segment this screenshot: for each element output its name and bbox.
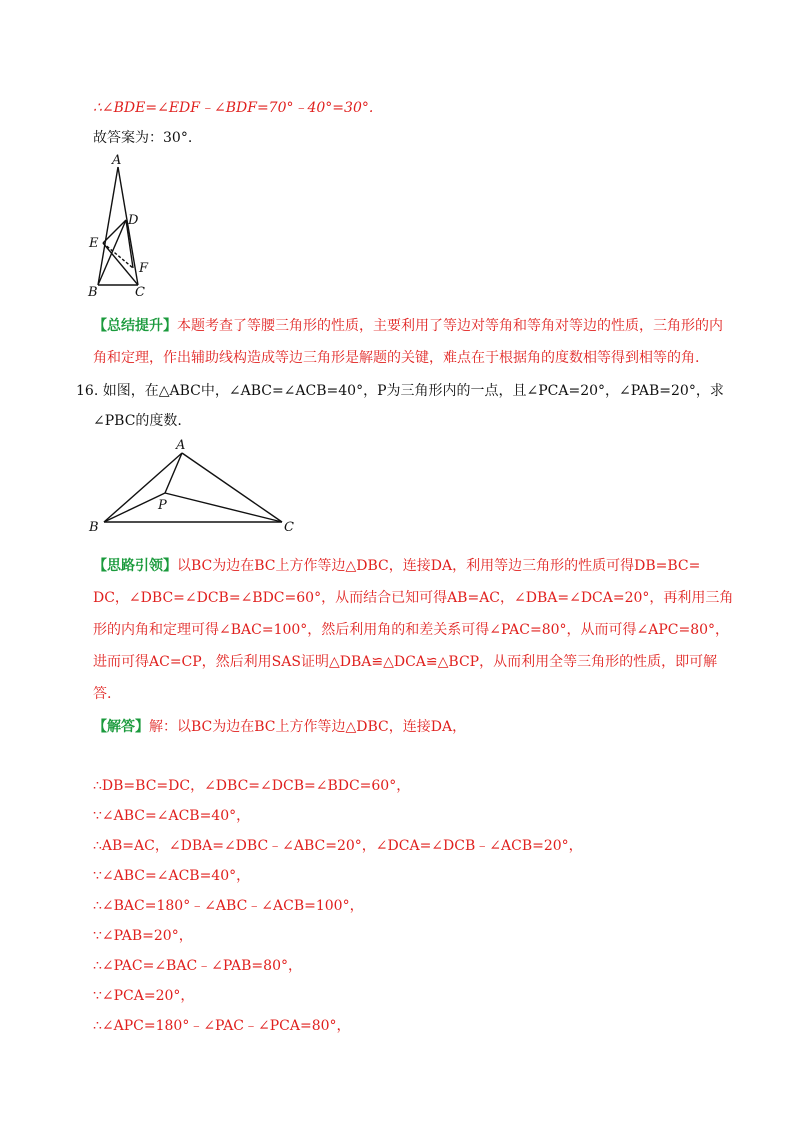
hint-line-2: DC，∠DBC=∠DCB=∠BDC=60°，从而结合已知可得AB=AC，∠DBA=∠DCA=20°，再利用三角 xyxy=(93,590,734,606)
solution-step-3: ∴AB=AC，∠DBA=∠DBC﹣∠ABC=20°，∠DCA=∠DCB﹣∠ACB=20°， xyxy=(93,838,583,854)
hint-tag: 【思路引领】 xyxy=(93,558,177,574)
summary-line-2: 角和定理，作出辅助线构造成等边三角形是解题的关键，难点在于根据角的度数相等得到相等的角. xyxy=(93,350,700,366)
solution-intro: 解：以BC为边在BC上方作等边△DBC，连接DA， xyxy=(149,719,467,735)
label-c: C xyxy=(284,520,294,535)
solution-step-6: ∵∠PAB=20°， xyxy=(93,928,193,944)
problem-text-1: 如图，在△ABC中，∠ABC=∠ACB=40°，P为三角形内的一点，且∠PCA=20°，∠PAB=20°，求 xyxy=(102,383,724,399)
label-c: C xyxy=(135,285,145,300)
hint-line-1 xyxy=(93,556,700,576)
solution-intro-line xyxy=(93,717,466,737)
solution-step-4: ∵∠ABC=∠ACB=40°， xyxy=(93,868,251,884)
figure-triangle-abc-1 xyxy=(80,150,170,300)
summary-tag: 【总结提升】 xyxy=(93,318,177,334)
solution-tag: 【解答】 xyxy=(93,719,149,735)
problem-number: 16. xyxy=(76,383,99,399)
conclusion-line: ∴∠BDE=∠EDF﹣∠BDF=70°﹣40°=30°. xyxy=(93,100,374,116)
label-b: B xyxy=(89,520,99,535)
answer-line: 故答案为：30°. xyxy=(93,130,193,146)
solution-step-8: ∵∠PCA=20°， xyxy=(93,988,195,1004)
label-e: E xyxy=(89,236,99,251)
segment-ab xyxy=(98,167,118,285)
segment-cp xyxy=(165,493,282,522)
label-b: B xyxy=(88,285,98,300)
label-a: A xyxy=(176,438,186,453)
label-a: A xyxy=(112,153,122,168)
label-f: F xyxy=(139,261,149,276)
figure-triangle-abc-2 xyxy=(85,435,300,535)
solution-step-2: ∵∠ABC=∠ACB=40°， xyxy=(93,808,251,824)
solution-step-5: ∴∠BAC=180°﹣∠ABC﹣∠ACB=100°， xyxy=(93,898,364,914)
segment-bp xyxy=(104,493,165,522)
solution-step-1: ∴DB=BC=DC，∠DBC=∠DCB=∠BDC=60°， xyxy=(93,778,411,794)
solution-step-9: ∴∠APC=180°﹣∠PAC﹣∠PCA=80°， xyxy=(93,1018,351,1034)
hint-line-5: 答. xyxy=(93,686,112,702)
hint-line-4: 进而可得AC=CP，然后利用SAS证明△DBA≌△DCA≌△BCP，从而利用全等三角形的性质，即可解 xyxy=(93,654,718,670)
problem-16-line-1 xyxy=(76,381,724,401)
segment-ab xyxy=(104,453,182,522)
solution-step-7: ∴∠PAC=∠BAC﹣∠PAB=80°， xyxy=(93,958,302,974)
segment-bd xyxy=(98,220,126,285)
problem-16-line-2: ∠PBC的度数. xyxy=(93,413,182,429)
hint-text-1: 以BC为边在BC上方作等边△DBC，连接DA，利用等边三角形的性质可得DB=BC= xyxy=(177,558,701,574)
hint-line-3: 形的内角和定理可得∠BAC=100°，然后利用角的和差关系可得∠PAC=80°，从而可得∠APC=80°， xyxy=(93,622,730,638)
label-p: P xyxy=(158,498,167,513)
summary-line-1 xyxy=(93,316,723,336)
segment-ac xyxy=(182,453,282,522)
segment-ap xyxy=(165,453,182,493)
label-d: D xyxy=(128,213,139,228)
summary-text-1: 本题考查了等腰三角形的性质，主要利用了等边对等角和等角对等边的性质，三角形的内 xyxy=(177,318,723,334)
